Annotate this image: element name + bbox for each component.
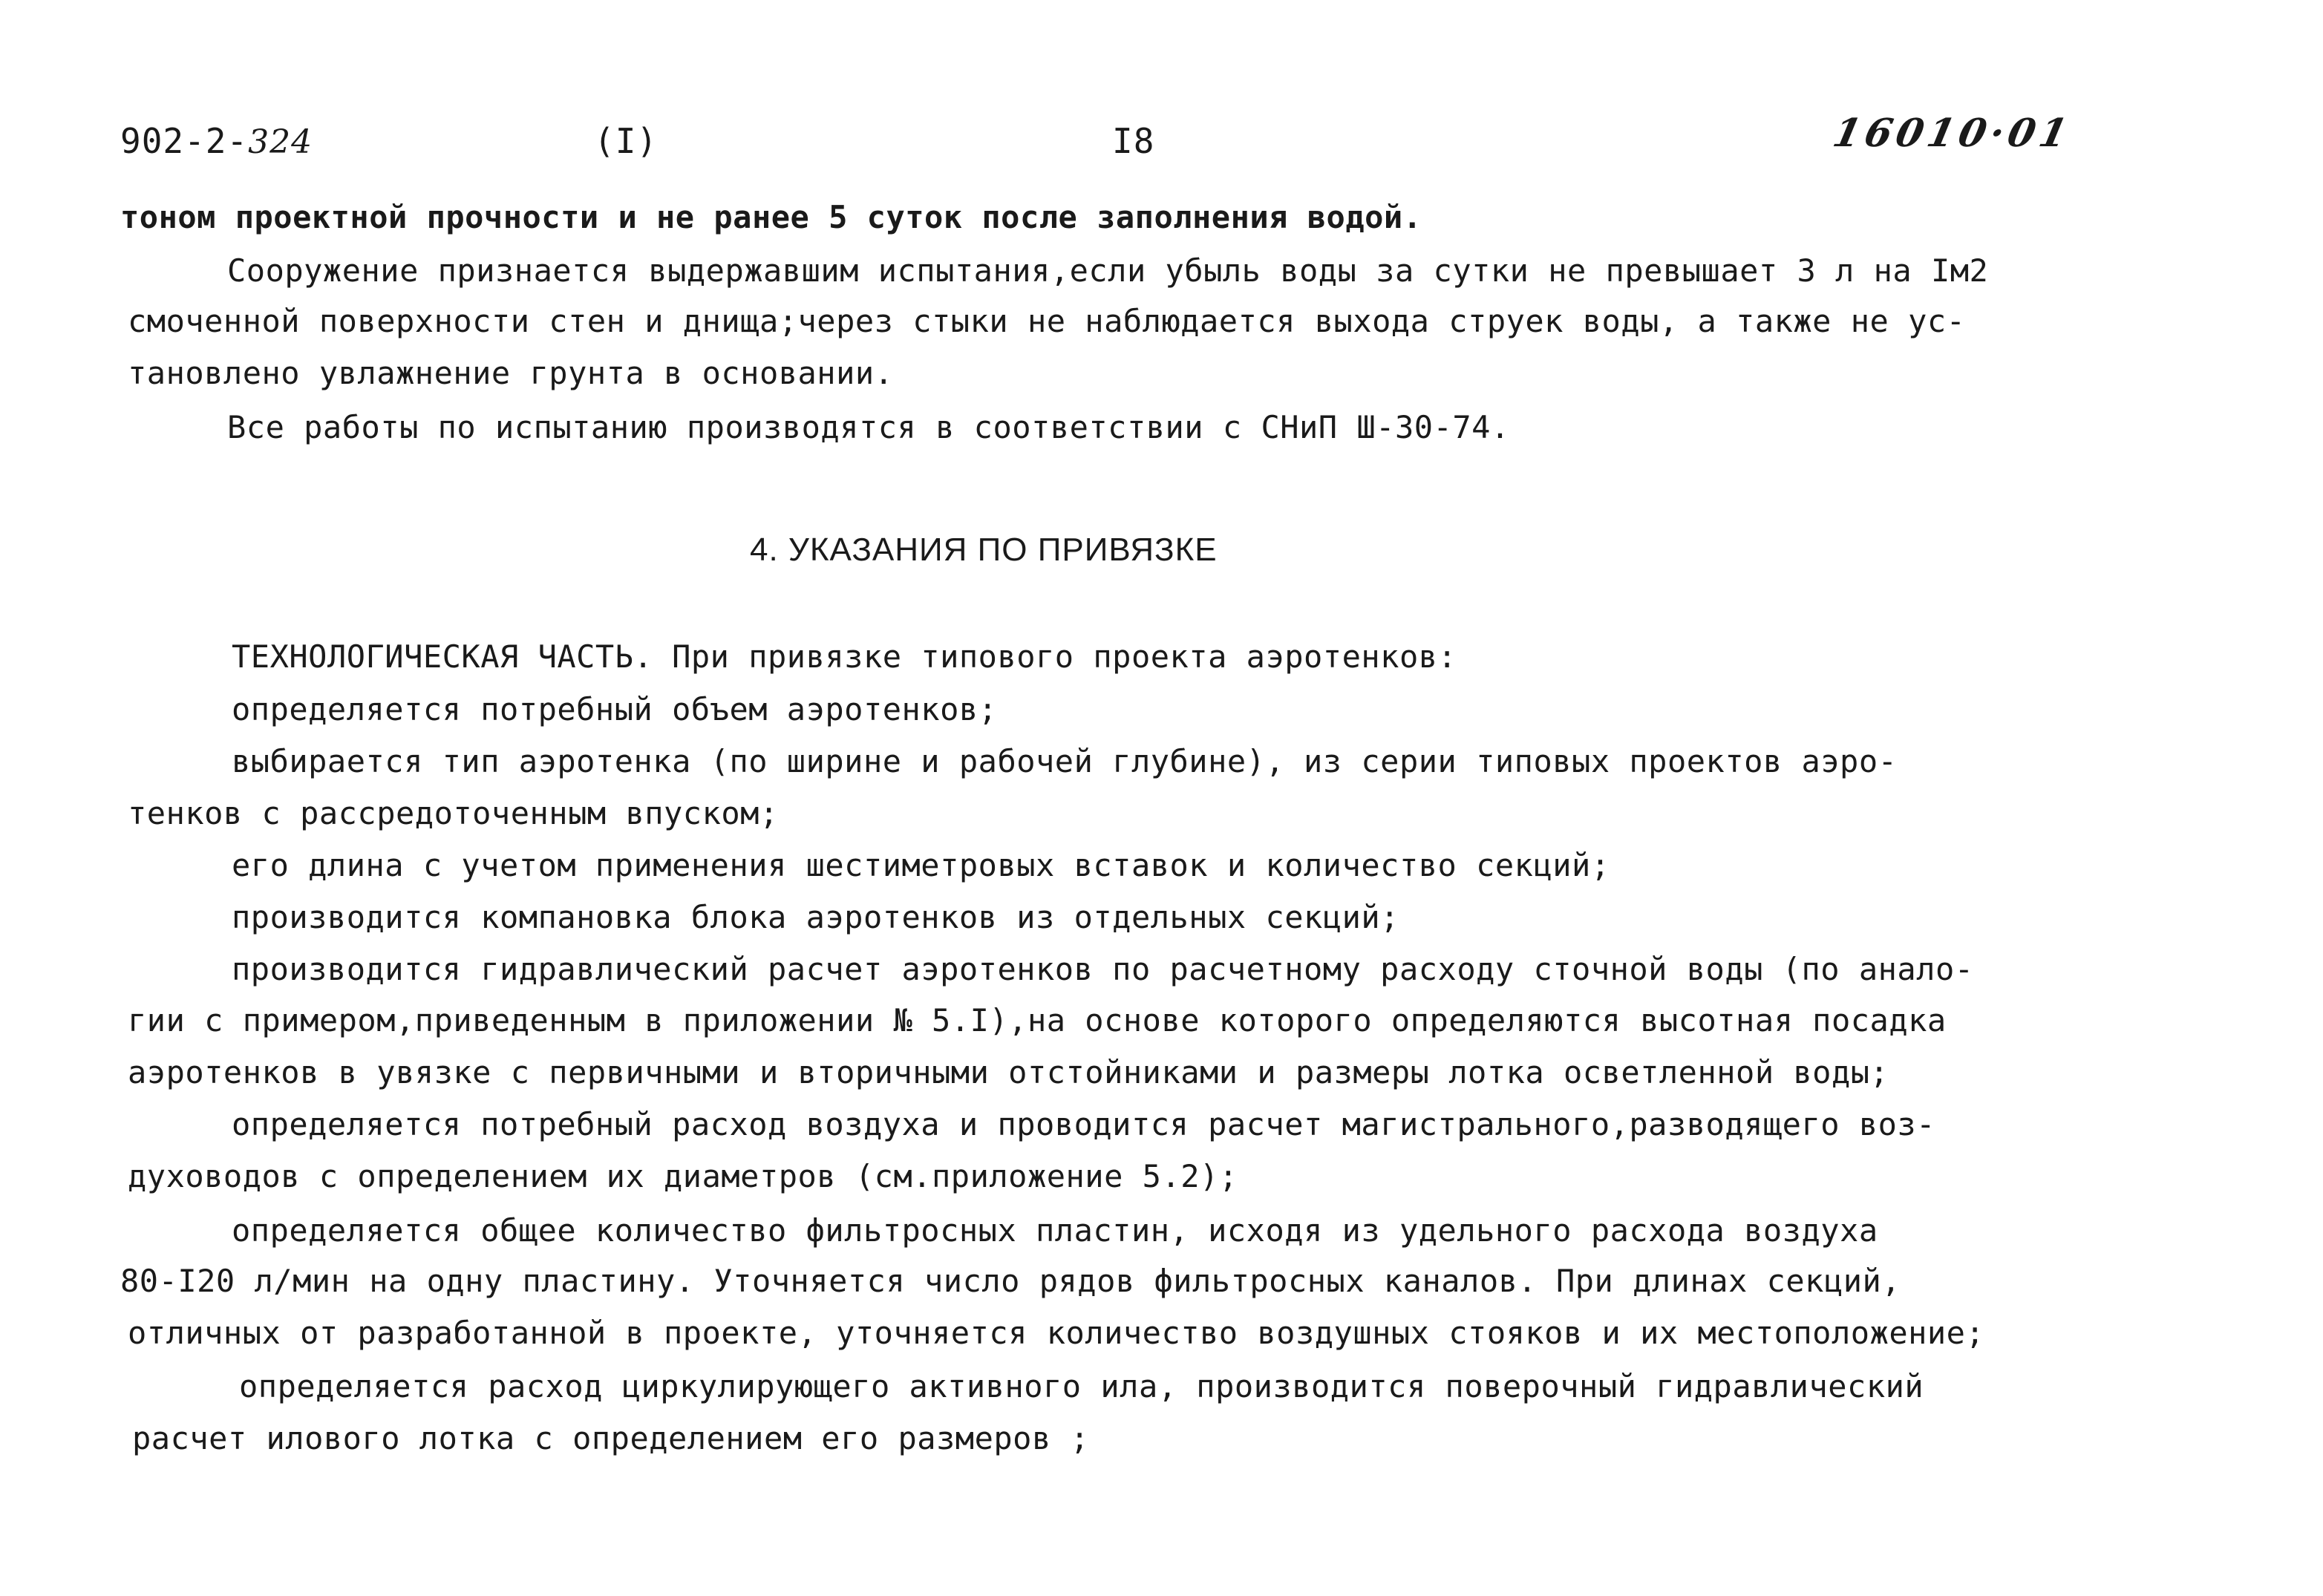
section-heading: 4. УКАЗАНИЯ ПО ПРИВЯЗКЕ xyxy=(750,532,1218,568)
section-line: отличных от разработанной в проекте, уточняется количество воздушных стояков и их местоположение; xyxy=(128,1315,1985,1351)
body-line: Все работы по испытанию производятся в соответствии с СНиП Ш-30-74. xyxy=(227,409,1510,445)
document-code-handwritten: 324 xyxy=(248,123,313,161)
section-line: производится компановка блока аэротенков из отдельных секций; xyxy=(232,899,1399,935)
section-line: расчет илового лотка с определением его размеров ; xyxy=(132,1420,1090,1456)
body-line: тоном проектной прочности и не ранее 5 суток после заполнения водой. xyxy=(120,199,1422,235)
section-line: аэротенков в увязке с первичными и вторичными отстойниками и размеры лотка осветленной воды; xyxy=(128,1054,1889,1090)
body-line: тановлено увлажнение грунта в основании. xyxy=(128,355,894,391)
section-line: определяется расход циркулирующего активного ила, производится поверочный гидравлический xyxy=(239,1368,1924,1404)
section-line: производится гидравлический расчет аэротенков по расчетному расходу сточной воды (по анало- xyxy=(232,951,1974,987)
section-line: духоводов с определением их диаметров (см.приложение 5.2); xyxy=(128,1158,1238,1194)
section-line: гии с примером,приведенным в приложении № 5.I),на основе которого определяются высотная посадка xyxy=(128,1002,1947,1039)
body-line: Сооружение признается выдержавшим испытания,если убыль воды за сутки не превышает 3 л на Iм2 xyxy=(227,252,1989,289)
section-line: выбирается тип аэротенка (по ширине и рабочей глубине), из серии типовых проектов аэро- xyxy=(232,743,1898,779)
section-line: 80-I20 л/мин на одну пластину. Уточняется число рядов фильтросных каналов. При длинах секций, xyxy=(120,1263,1901,1299)
page-number: I8 xyxy=(1112,121,1155,161)
volume-number: (I) xyxy=(594,121,659,161)
section-line: его длина с учетом применения шестиметровых вставок и количество секций; xyxy=(232,847,1610,883)
handwritten-stamp-number: 16010·01 xyxy=(1829,111,2076,156)
section-line: ТЕХНОЛОГИЧЕСКАЯ ЧАСТЬ. При привязке типового проекта аэротенков: xyxy=(232,638,1457,675)
section-line: тенков с рассредоточенным впуском; xyxy=(128,795,779,831)
section-line: определяется общее количество фильтросных пластин, исходя из удельного расхода воздуха xyxy=(232,1212,1878,1249)
body-line: смоченной поверхности стен и днища;через стыки не наблюдается выхода струек воды, а также не ус- xyxy=(128,303,1966,339)
document-code-printed: 902-2- xyxy=(120,121,249,161)
document-code xyxy=(120,119,313,165)
section-line: определяется потребный объем аэротенков; xyxy=(232,691,998,727)
section-line: определяется потребный расход воздуха и проводится расчет магистрального,разводящего воз- xyxy=(232,1106,1935,1142)
